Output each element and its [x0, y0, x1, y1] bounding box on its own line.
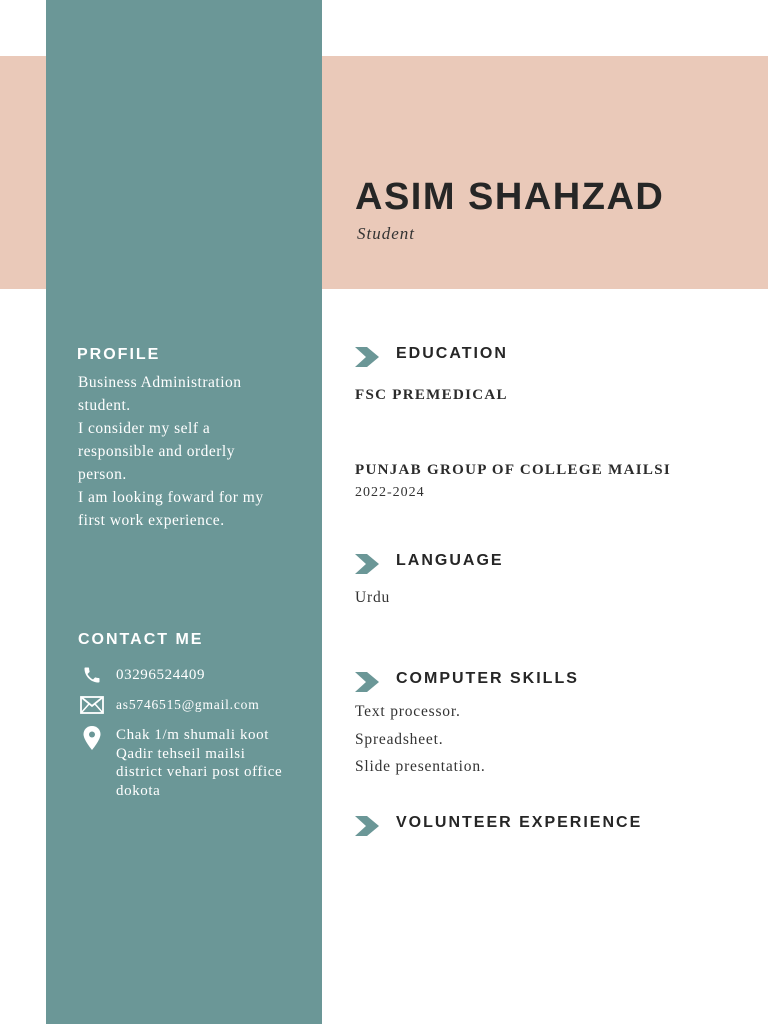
- chevron-right-icon: [355, 672, 381, 692]
- contact-heading: CONTACT ME: [78, 631, 204, 648]
- chevron-right-icon: [355, 554, 381, 574]
- education-entry-years: 2022-2024: [355, 485, 425, 500]
- profile-line: I am looking foward for my first work experience.: [78, 489, 264, 529]
- phone-icon: [78, 664, 106, 686]
- phone-number: 03296524409: [116, 667, 206, 683]
- candidate-name: ASIM SHAHZAD: [355, 176, 665, 218]
- candidate-role: Student: [357, 224, 415, 243]
- chevron-right-icon: [355, 816, 381, 836]
- skill-item: Spreadsheet.: [355, 731, 444, 748]
- computer-skills-heading: COMPUTER SKILLS: [396, 670, 579, 687]
- language-item: Urdu: [355, 589, 391, 606]
- education-heading: EDUCATION: [396, 345, 508, 362]
- envelope-icon: [78, 694, 106, 716]
- skill-item: Text processor.: [355, 703, 461, 720]
- chevron-right-icon: [355, 347, 381, 367]
- education-entry-title: PUNJAB GROUP OF COLLEGE MAILSI: [355, 462, 671, 478]
- education-entry-title: FSC PREMEDICAL: [355, 387, 508, 403]
- profile-heading: PROFILE: [77, 346, 161, 363]
- skill-item: Slide presentation.: [355, 758, 486, 775]
- email-address: as5746515@gmail.com: [116, 697, 260, 712]
- location-pin-icon: [78, 725, 106, 751]
- profile-text: [78, 371, 288, 532]
- profile-line: Business Administration student.: [78, 374, 242, 414]
- postal-address: Chak 1/m shumali koot Qadir tehseil mailsi district vehari post office dokota: [116, 727, 283, 799]
- profile-line: I consider my self a responsible and orderly person.: [78, 420, 235, 483]
- language-heading: LANGUAGE: [396, 552, 504, 569]
- volunteer-heading: VOLUNTEER EXPERIENCE: [396, 814, 643, 831]
